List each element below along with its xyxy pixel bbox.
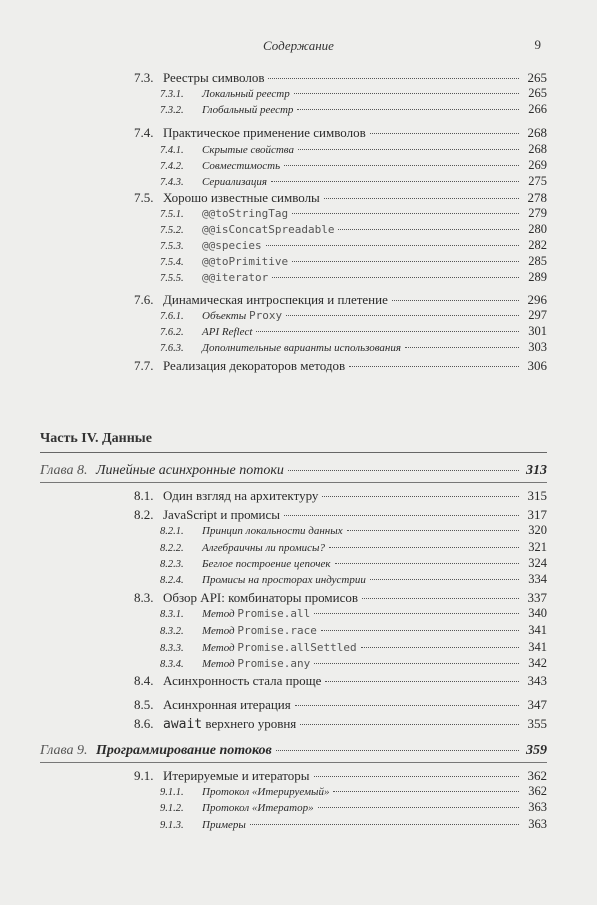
entry-title xyxy=(202,786,329,798)
entry-page-number: 303 xyxy=(528,340,547,354)
entry-page-number: 269 xyxy=(528,158,547,172)
entry-title-text: Асинхронность стала проще xyxy=(163,673,322,688)
entry-number: 9.1.3. xyxy=(160,820,184,831)
entry-number: 7.5.2. xyxy=(160,225,184,236)
section-entry xyxy=(134,125,547,141)
section-entry xyxy=(134,358,547,374)
dot-leader xyxy=(325,681,519,682)
entry-page-number: 334 xyxy=(528,572,547,586)
entry-number: Глава 8. xyxy=(40,463,88,478)
part-heading: Часть IV. Данные xyxy=(40,431,152,446)
entry-title xyxy=(163,507,280,523)
section-entry xyxy=(134,697,547,713)
subsection-entry xyxy=(160,572,547,587)
entry-page-number: 340 xyxy=(528,606,547,620)
subsection-entry xyxy=(160,158,547,173)
entry-title xyxy=(202,271,268,284)
dot-leader xyxy=(288,470,519,471)
chapter-heading-rule xyxy=(40,762,547,763)
subsection-entry xyxy=(160,270,547,285)
entry-number: 7.6.3. xyxy=(160,343,184,354)
entry-number: 7.6.2. xyxy=(160,327,184,338)
subsection-entry xyxy=(160,238,547,253)
entry-title-text: Метод xyxy=(202,658,238,670)
entry-title xyxy=(202,624,317,637)
entry-title xyxy=(96,463,284,479)
entry-page-number: 324 xyxy=(528,556,547,570)
dot-leader xyxy=(314,663,519,664)
subsection-entry xyxy=(160,656,547,671)
entry-title-text: Реестры символов xyxy=(163,70,265,85)
entry-number: 8.4. xyxy=(134,673,154,688)
entry-title xyxy=(202,309,282,322)
entry-title-text: Линейные асинхронные потоки xyxy=(96,463,284,478)
entry-page-number: 337 xyxy=(527,590,547,605)
dot-leader xyxy=(333,791,519,792)
entry-title-text: Глобальный реестр xyxy=(202,104,294,116)
subsection-entry xyxy=(160,174,547,189)
entry-title-text: Один взгляд на архитектуру xyxy=(163,488,319,503)
entry-title-text: Примеры xyxy=(202,819,246,831)
dot-leader xyxy=(347,530,519,531)
entry-title-text: Протокол «Итерируемый» xyxy=(202,786,330,798)
dot-leader xyxy=(266,245,519,246)
entry-page-number: 343 xyxy=(527,673,547,688)
entry-code: Promise.all xyxy=(237,607,311,620)
entry-title-text: Сериализация xyxy=(202,176,267,188)
dot-leader xyxy=(295,705,519,706)
entry-number: 7.3.1. xyxy=(160,89,184,100)
entry-page-number: 289 xyxy=(528,270,547,284)
dot-leader xyxy=(286,315,519,316)
subsection-entry xyxy=(160,340,547,355)
chapter-entry xyxy=(40,463,547,479)
dot-leader xyxy=(318,807,519,808)
entry-page-number: 347 xyxy=(527,697,547,712)
subsection-entry xyxy=(160,606,547,621)
dot-leader xyxy=(272,277,519,278)
dot-leader xyxy=(361,647,519,648)
dot-leader xyxy=(284,515,519,516)
dot-leader xyxy=(362,598,519,599)
entry-code: await xyxy=(163,717,203,732)
entry-title xyxy=(202,802,314,814)
entry-title xyxy=(163,697,291,713)
subsection-entry xyxy=(160,800,547,815)
entry-title xyxy=(202,326,252,338)
entry-number: 8.2.3. xyxy=(160,559,184,570)
subsection-entry xyxy=(160,86,547,101)
entry-title-text: Обзор API: комбинаторы промисов xyxy=(163,590,359,605)
entry-number: 7.3. xyxy=(134,70,154,85)
entry-title-text: Динамическая интроспекция и плетение xyxy=(163,292,388,307)
entry-page-number: 278 xyxy=(527,190,547,205)
entry-title-text: Реализация декораторов методов xyxy=(163,358,346,373)
entry-page-number: 280 xyxy=(528,222,547,236)
section-entry xyxy=(134,673,547,689)
chapter-entry xyxy=(40,743,547,759)
dot-leader xyxy=(322,496,519,497)
entry-number: 7.7. xyxy=(134,358,154,373)
entry-page-number: 359 xyxy=(526,743,547,758)
entry-title xyxy=(202,160,280,172)
dot-leader xyxy=(335,563,519,564)
entry-title xyxy=(202,223,334,236)
entry-code: Promise.race xyxy=(237,624,317,637)
entry-title xyxy=(202,542,325,554)
dot-leader xyxy=(297,109,519,110)
subsection-entry xyxy=(160,623,547,638)
entry-title-text: Метод xyxy=(202,608,238,620)
dot-leader xyxy=(329,547,519,548)
dot-leader xyxy=(292,261,519,262)
dot-leader xyxy=(314,776,520,777)
dot-leader xyxy=(298,149,519,150)
entry-page-number: 301 xyxy=(528,324,547,338)
entry-page-number: 282 xyxy=(528,238,547,252)
entry-number: 8.3.1. xyxy=(160,609,184,620)
entry-page-number: 275 xyxy=(528,174,547,188)
entry-page-number: 265 xyxy=(528,86,547,100)
subsection-entry xyxy=(160,142,547,157)
entry-number: 7.5.5. xyxy=(160,273,184,284)
subsection-entry xyxy=(160,784,547,799)
entry-title-text: API Reflect xyxy=(202,326,253,338)
entry-title xyxy=(202,342,401,354)
entry-number: 8.5. xyxy=(134,697,154,712)
entry-number: 7.5. xyxy=(134,190,154,205)
entry-title xyxy=(202,819,246,831)
entry-number: 7.4.3. xyxy=(160,177,184,188)
entry-page-number: 265 xyxy=(527,70,547,85)
entry-code: @@toStringTag xyxy=(202,207,289,220)
entry-title-text: JavaScript и промисы xyxy=(163,507,281,522)
entry-page-number: 315 xyxy=(527,488,547,503)
entry-title xyxy=(202,525,343,537)
entry-title xyxy=(163,292,388,308)
entry-title xyxy=(163,673,321,689)
dot-leader xyxy=(392,300,519,301)
subsection-entry xyxy=(160,102,547,117)
entry-title xyxy=(202,641,357,654)
section-entry xyxy=(134,507,547,523)
entry-number: 8.6. xyxy=(134,716,154,731)
entry-number: 8.2.1. xyxy=(160,526,184,537)
entry-title-text: Объекты xyxy=(202,310,249,322)
entry-page-number: 296 xyxy=(527,292,547,307)
entry-title xyxy=(202,255,288,268)
section-entry xyxy=(134,716,547,732)
entry-title xyxy=(163,590,358,606)
subsection-entry xyxy=(160,540,547,555)
entry-number: 9.1.1. xyxy=(160,787,184,798)
dot-leader xyxy=(256,331,519,332)
entry-title xyxy=(202,607,310,620)
entry-code: @@toPrimitive xyxy=(202,255,289,268)
entry-number: 7.5.4. xyxy=(160,257,184,268)
chapter-heading-rule xyxy=(40,482,547,483)
entry-number: 8.3. xyxy=(134,590,154,605)
dot-leader xyxy=(324,198,519,199)
dot-leader xyxy=(321,630,519,631)
entry-title xyxy=(202,104,293,116)
entry-title xyxy=(202,574,366,586)
entry-page-number: 320 xyxy=(528,523,547,537)
entry-title xyxy=(163,358,345,374)
entry-number: 8.2.4. xyxy=(160,575,184,586)
section-entry xyxy=(134,488,547,504)
entry-number: 8.2.2. xyxy=(160,543,184,554)
dot-leader xyxy=(294,93,519,94)
entry-title-text: Дополнительные варианты использования xyxy=(202,342,401,354)
section-entry xyxy=(134,70,547,86)
entry-number: 8.3.4. xyxy=(160,659,184,670)
entry-number: Глава 9. xyxy=(40,743,88,758)
subsection-entry xyxy=(160,523,547,538)
entry-number: 7.5.3. xyxy=(160,241,184,252)
entry-page-number: 268 xyxy=(527,125,547,140)
entry-code: Promise.any xyxy=(237,657,311,670)
dot-leader xyxy=(268,78,519,79)
entry-page-number: 268 xyxy=(528,142,547,156)
entry-page-number: 342 xyxy=(528,656,547,670)
section-entry xyxy=(134,590,547,606)
entry-title-text: Принцип локальности данных xyxy=(202,525,343,537)
entry-code: @@species xyxy=(202,239,262,252)
subsection-entry xyxy=(160,556,547,571)
entry-title-text: Совместимость xyxy=(202,160,281,172)
entry-title-text: Практическое применение символов xyxy=(163,125,366,140)
dot-leader xyxy=(370,133,519,134)
entry-code: @@isConcatSpreadable xyxy=(202,223,335,236)
entry-page-number: 321 xyxy=(528,540,547,554)
entry-title xyxy=(202,558,331,570)
entry-page-number: 363 xyxy=(528,800,547,814)
entry-page-number: 363 xyxy=(528,817,547,831)
entry-title-text: Асинхронная итерация xyxy=(163,697,291,712)
entry-title-text: верхнего уровня xyxy=(202,716,297,731)
subsection-entry xyxy=(160,324,547,339)
entry-page-number: 266 xyxy=(528,102,547,116)
entry-page-number: 341 xyxy=(528,623,547,637)
entry-title-text: Итерируемые и итераторы xyxy=(163,768,310,783)
entry-page-number: 306 xyxy=(527,358,547,373)
subsection-entry xyxy=(160,817,547,832)
entry-title-text: Алгебраичны ли промисы? xyxy=(202,542,325,554)
entry-page-number: 279 xyxy=(528,206,547,220)
entry-title-text: Промисы на просторах индустрии xyxy=(202,574,366,586)
entry-title xyxy=(163,125,366,141)
entry-number: 7.4.2. xyxy=(160,161,184,172)
entry-number: 8.1. xyxy=(134,488,154,503)
entry-title xyxy=(202,239,262,252)
entry-title xyxy=(163,488,318,504)
entry-title xyxy=(202,176,267,188)
entry-page-number: 362 xyxy=(527,768,547,783)
entry-title xyxy=(202,144,294,156)
entry-title xyxy=(202,207,288,220)
entry-number: 7.4. xyxy=(134,125,154,140)
dot-leader xyxy=(276,750,519,751)
part-heading-rule xyxy=(40,452,547,453)
entry-title-text: Метод xyxy=(202,642,238,654)
entry-page-number: 313 xyxy=(526,463,547,478)
entry-number: 8.3.2. xyxy=(160,626,184,637)
entry-title xyxy=(96,743,272,759)
dot-leader xyxy=(314,613,519,614)
entry-title xyxy=(163,190,320,206)
entry-title xyxy=(163,768,310,784)
entry-code: @@iterator xyxy=(202,271,269,284)
dot-leader xyxy=(250,824,519,825)
entry-page-number: 355 xyxy=(527,716,547,731)
entry-number: 7.5.1. xyxy=(160,209,184,220)
dot-leader xyxy=(405,347,519,348)
subsection-entry xyxy=(160,254,547,269)
entry-title xyxy=(163,716,296,732)
entry-page-number: 362 xyxy=(528,784,547,798)
entry-page-number: 285 xyxy=(528,254,547,268)
entry-number: 8.2. xyxy=(134,507,154,522)
entry-page-number: 317 xyxy=(527,507,547,522)
dot-leader xyxy=(300,724,519,725)
running-header-page-number: 9 xyxy=(534,37,541,52)
entry-title xyxy=(163,70,264,86)
subsection-entry xyxy=(160,640,547,655)
entry-number: 8.3.3. xyxy=(160,643,184,654)
section-entry xyxy=(134,292,547,308)
entry-page-number: 297 xyxy=(528,308,547,322)
entry-page-number: 341 xyxy=(528,640,547,654)
dot-leader xyxy=(338,229,519,230)
subsection-entry xyxy=(160,206,547,221)
entry-title xyxy=(202,657,310,670)
entry-title-text: Локальный реестр xyxy=(202,88,290,100)
entry-title-text: Протокол «Итератор» xyxy=(202,802,314,814)
entry-number: 7.4.1. xyxy=(160,145,184,156)
running-header-title: Содержание xyxy=(263,38,334,53)
dot-leader xyxy=(370,579,519,580)
dot-leader xyxy=(292,213,519,214)
dot-leader xyxy=(284,165,519,166)
dot-leader xyxy=(349,366,519,367)
entry-title-text: Хорошо известные символы xyxy=(163,190,320,205)
entry-number: 9.1. xyxy=(134,768,154,783)
entry-title-text: Метод xyxy=(202,625,238,637)
dot-leader xyxy=(271,181,519,182)
entry-number: 7.6. xyxy=(134,292,154,307)
subsection-entry xyxy=(160,222,547,237)
entry-number: 7.6.1. xyxy=(160,311,184,322)
section-entry xyxy=(134,190,547,206)
entry-code: Promise.allSettled xyxy=(237,641,357,654)
entry-number: 9.1.2. xyxy=(160,803,184,814)
entry-number: 7.3.2. xyxy=(160,105,184,116)
section-entry xyxy=(134,768,547,784)
entry-title-text: Беглое построение цепочек xyxy=(202,558,331,570)
entry-title xyxy=(202,88,290,100)
entry-code: Proxy xyxy=(248,309,283,322)
subsection-entry xyxy=(160,308,547,323)
entry-title-text: Программирование потоков xyxy=(96,743,272,758)
entry-title-text: Скрытые свойства xyxy=(202,144,294,156)
